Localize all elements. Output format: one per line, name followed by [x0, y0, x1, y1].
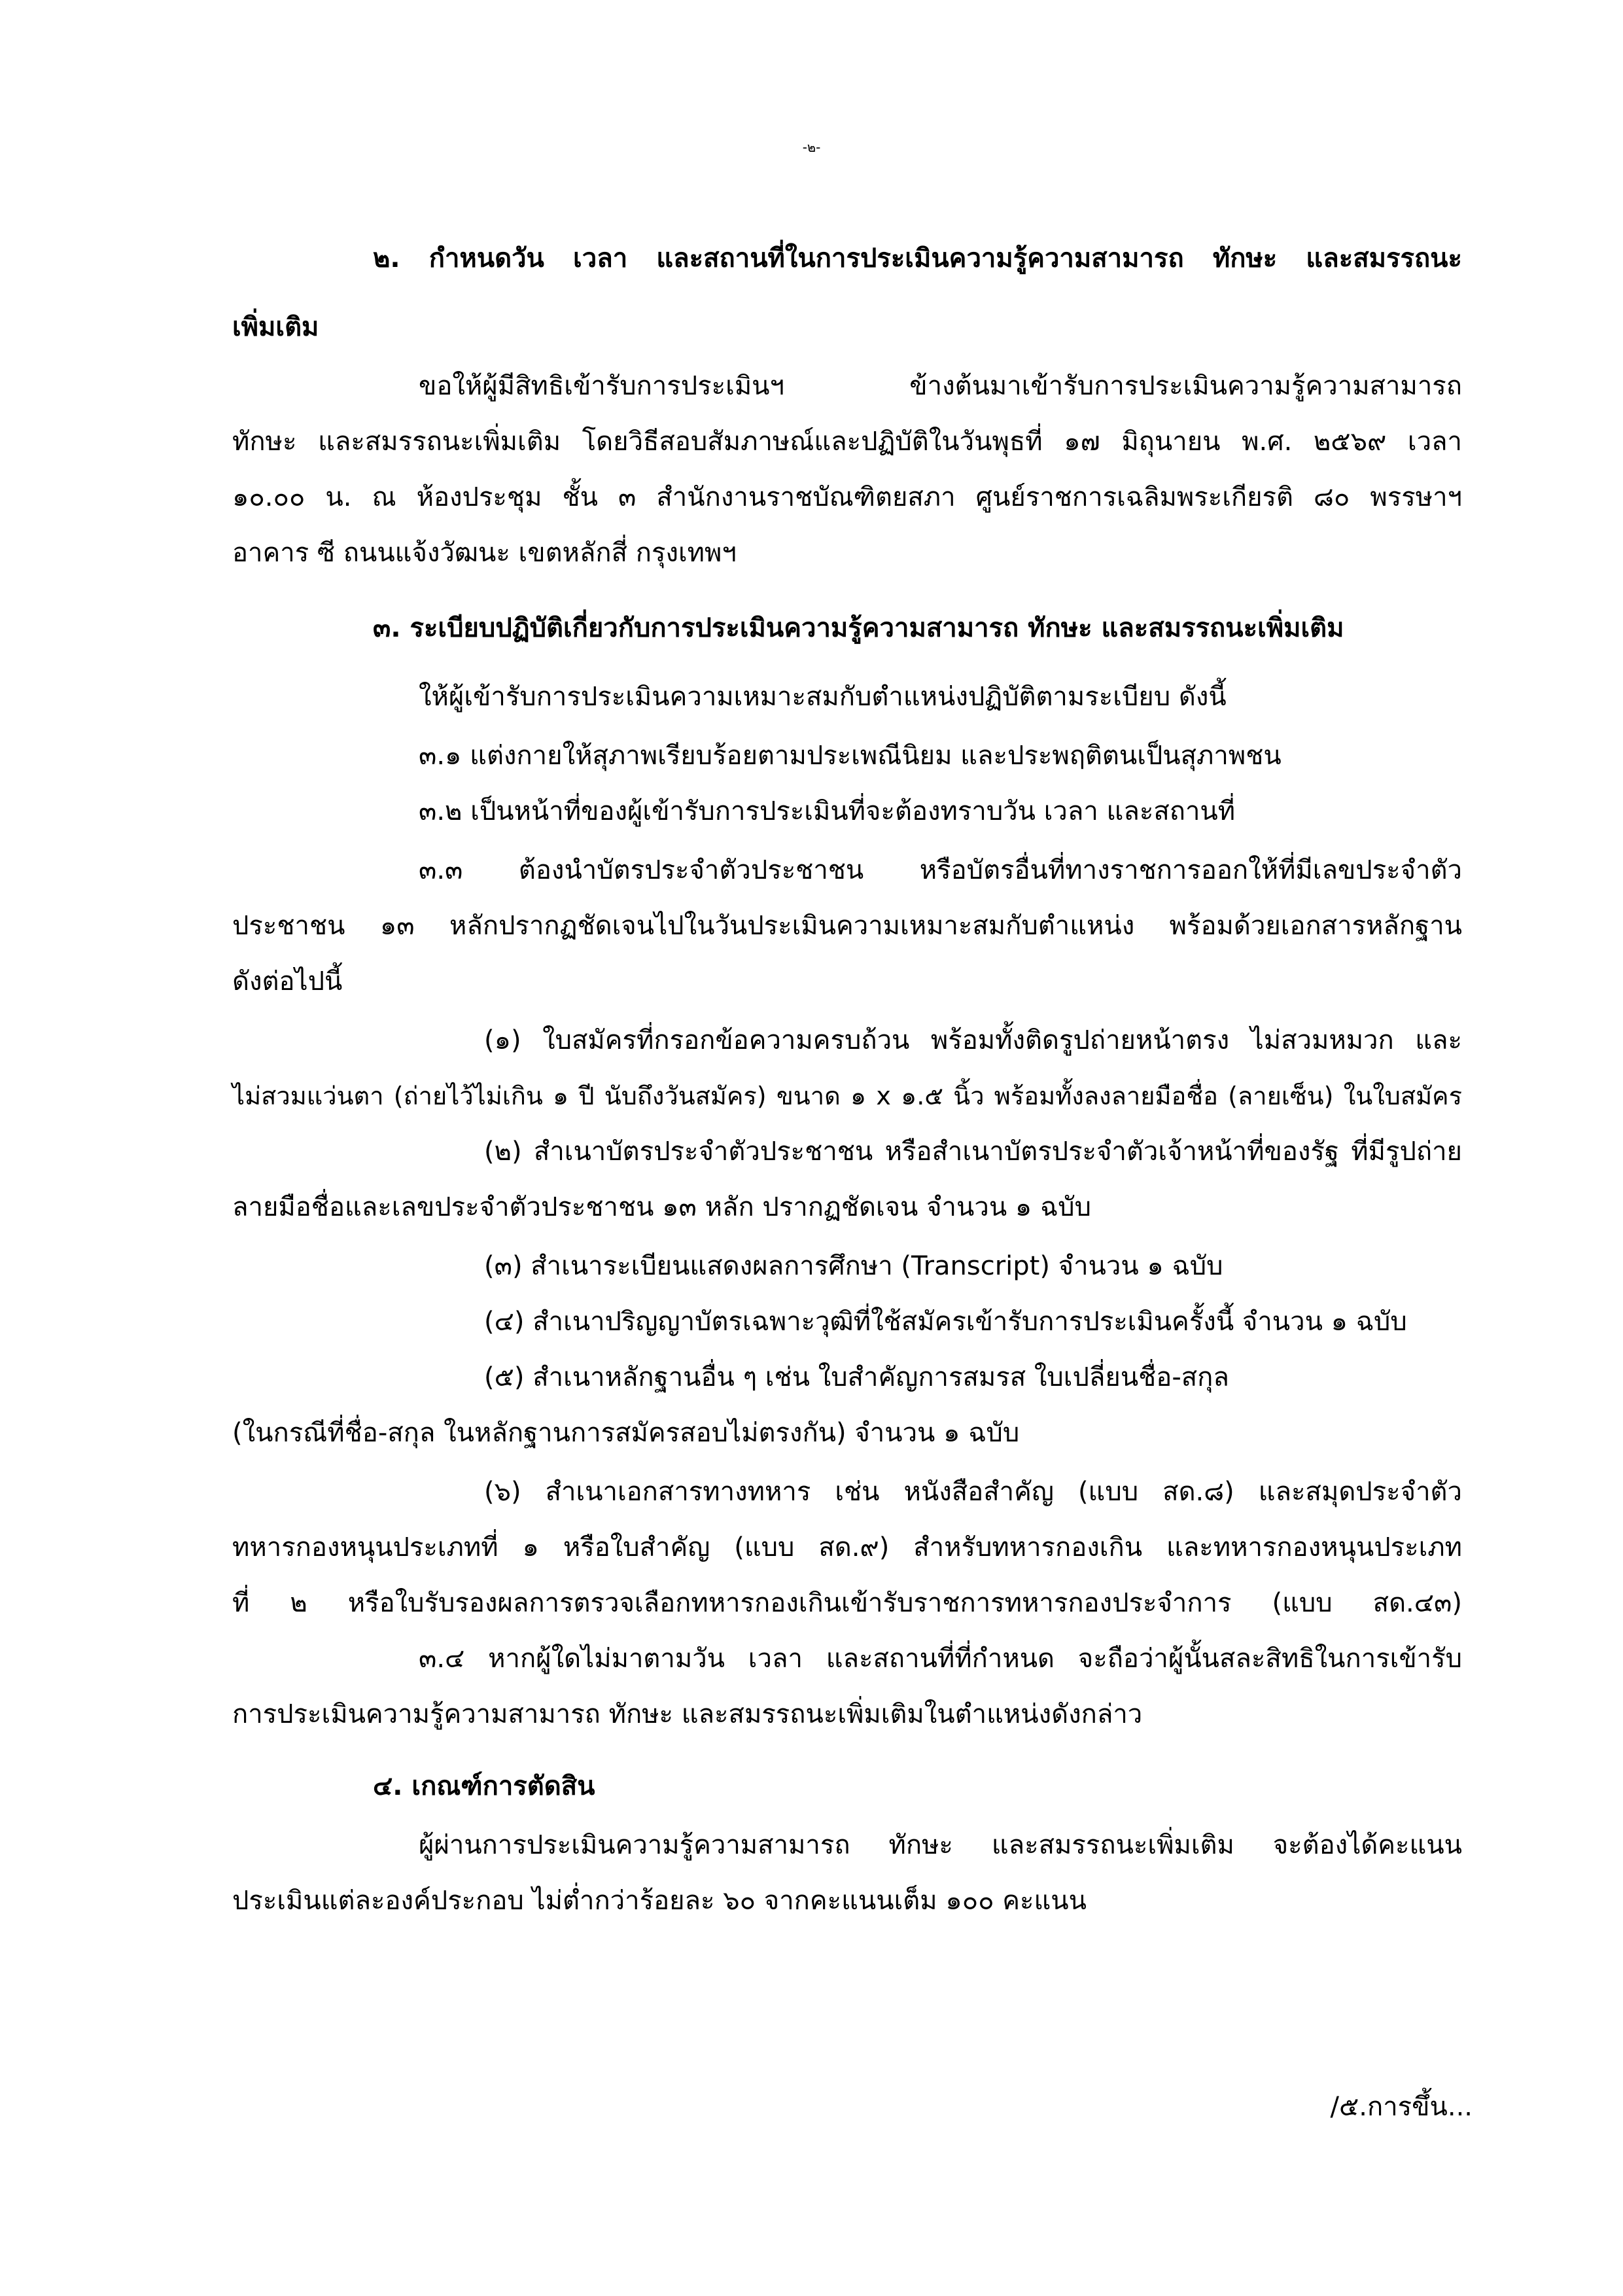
page-number: -๒-: [802, 139, 821, 155]
section3-item-3-4-line1: ๓.๔ หากผู้ใดไม่มาตามวัน เวลา และสถานที่ที่กำหนด จะถือว่าผู้นั้นสละสิทธิในการเข้ารับ: [419, 1644, 1462, 1674]
section3-item-3-3-line1: ๓.๓ ต้องนำบัตรประจำตัวประชาชน หรือบัตรอื่นที่ทางราชการออกให้ที่มีเลขประจำตัว: [419, 855, 1462, 885]
doc-2-line2: ลายมือชื่อและเลขประจำตัวประชาชน ๑๓ หลัก ปรากฏชัดเจน จำนวน ๑ ฉบับ: [232, 1192, 1092, 1222]
section3-item-3-2: ๓.๒ เป็นหน้าที่ของผู้เข้ารับการประเมินที่จะต้องทราบวัน เวลา และสถานที่: [419, 796, 1236, 826]
section3-item-3-3-line3: ดังต่อไปนี้: [232, 966, 343, 997]
section2-body-line2: ทักษะ และสมรรถนะเพิ่มเติม โดยวิธีสอบสัมภาษณ์และปฏิบัติในวันพุธที่ ๑๗ มิถุนายน พ.ศ. ๒๕๖๙ เวลา: [232, 427, 1462, 457]
section3-item-3-1: ๓.๑ แต่งกายให้สุภาพเรียบร้อยตามประเพณีนิยม และประพฤติตนเป็นสุภาพชน: [419, 741, 1282, 771]
section3-item-3-3-line2: ประชาชน ๑๓ หลักปรากฏชัดเจนไปในวันประเมินความเหมาะสมกับตำแหน่ง พร้อมด้วยเอกสารหลักฐาน: [232, 911, 1462, 941]
doc-6-line2: ทหารกองหนุนประเภทที่ ๑ หรือใบสำคัญ (แบบ สด.๙) สำหรับทหารกองเกิน และทหารกองหนุนประเภท: [232, 1532, 1462, 1563]
doc-2-line1: (๒) สำเนาบัตรประจำตัวประชาชน หรือสำเนาบัตรประจำตัวเจ้าหน้าที่ของรัฐ ที่มีรูปถ่าย: [484, 1137, 1462, 1167]
section2-heading-line2: เพิ่มเติม: [232, 312, 319, 342]
doc-5-line2: (ในกรณีที่ชื่อ-สกุล ในหลักฐานการสมัครสอบไม่ตรงกัน) จำนวน ๑ ฉบับ: [232, 1418, 1020, 1448]
doc-1-line1: (๑) ใบสมัครที่กรอกข้อความครบถ้วน พร้อมทั้งติดรูปถ่ายหน้าตรง ไม่สวมหมวก และ: [484, 1025, 1462, 1055]
section2-body-line1: ขอให้ผู้มีสิทธิเข้ารับการประเมินฯ ข้างต้นมาเข้ารับการประเมินความรู้ความสามารถ: [419, 371, 1462, 401]
section3-heading: ๓. ระเบียบปฏิบัติเกี่ยวกับการประเมินความรู้ความสามารถ ทักษะ และสมรรถนะเพิ่มเติม: [373, 613, 1344, 643]
section4-heading: ๔. เกณฑ์การตัดสิน: [373, 1771, 595, 1801]
footer-next-page: /๕.การขึ้น...: [1330, 2092, 1473, 2122]
section2-body-line3: ๑๐.๐๐ น. ณ ห้องประชุม ชั้น ๓ สำนักงานราชบัณฑิตยสภา ศูนย์ราชการเฉลิมพระเกียรติ ๘๐ พรรษาฯ: [232, 482, 1462, 512]
section2-heading-line1: ๒. กำหนดวัน เวลา และสถานที่ในการประเมินความรู้ความสามารถ ทักษะ และสมรรถนะ: [373, 243, 1462, 274]
doc-5-line1: (๕) สำเนาหลักฐานอื่น ๆ เช่น ใบสำคัญการสมรส ใบเปลี่ยนชื่อ-สกุล: [484, 1362, 1229, 1392]
doc-6-line3: ที่ ๒ หรือใบรับรองผลการตรวจเลือกทหารกองเกินเข้ารับราชการทหารกองประจำการ (แบบ สด.๔๓): [232, 1588, 1462, 1618]
section4-body-line1: ผู้ผ่านการประเมินความรู้ความสามารถ ทักษะ และสมรรถนะเพิ่มเติม จะต้องได้คะแนน: [419, 1830, 1462, 1860]
section2-body-line4: อาคาร ซี ถนนแจ้งวัฒนะ เขตหลักสี่ กรุงเทพฯ: [232, 538, 737, 568]
doc-3: (๓) สำเนาระเบียนแสดงผลการศึกษา (Transcript) จำนวน ๑ ฉบับ: [484, 1251, 1223, 1281]
section4-body-line2: ประเมินแต่ละองค์ประกอบ ไม่ต่ำกว่าร้อยละ ๖๐ จากคะแนนเต็ม ๑๐๐ คะแนน: [232, 1886, 1087, 1916]
section3-item-3-4-line2: การประเมินความรู้ความสามารถ ทักษะ และสมรรถนะเพิ่มเติมในตำแหน่งดังกล่าว: [232, 1699, 1143, 1729]
doc-4: (๔) สำเนาปริญญาบัตรเฉพาะวุฒิที่ใช้สมัครเข้ารับการประเมินครั้งนี้ จำนวน ๑ ฉบับ: [484, 1307, 1407, 1337]
doc-6-line1: (๖) สำเนาเอกสารทางทหาร เช่น หนังสือสำคัญ (แบบ สด.๘) และสมุดประจำตัว: [484, 1477, 1462, 1507]
section3-intro: ให้ผู้เข้ารับการประเมินความเหมาะสมกับตำแหน่งปฏิบัติตามระเบียบ ดังนี้: [419, 682, 1227, 712]
doc-1-line2: ไม่สวมแว่นตา (ถ่ายไว้ไม่เกิน ๑ ปี นับถึงวันสมัคร) ขนาด ๑ x ๑.๕ นิ้ว พร้อมทั้งลงลายมือชื่อ (ลายเซ็น) ในใบสมัคร: [232, 1082, 1462, 1110]
